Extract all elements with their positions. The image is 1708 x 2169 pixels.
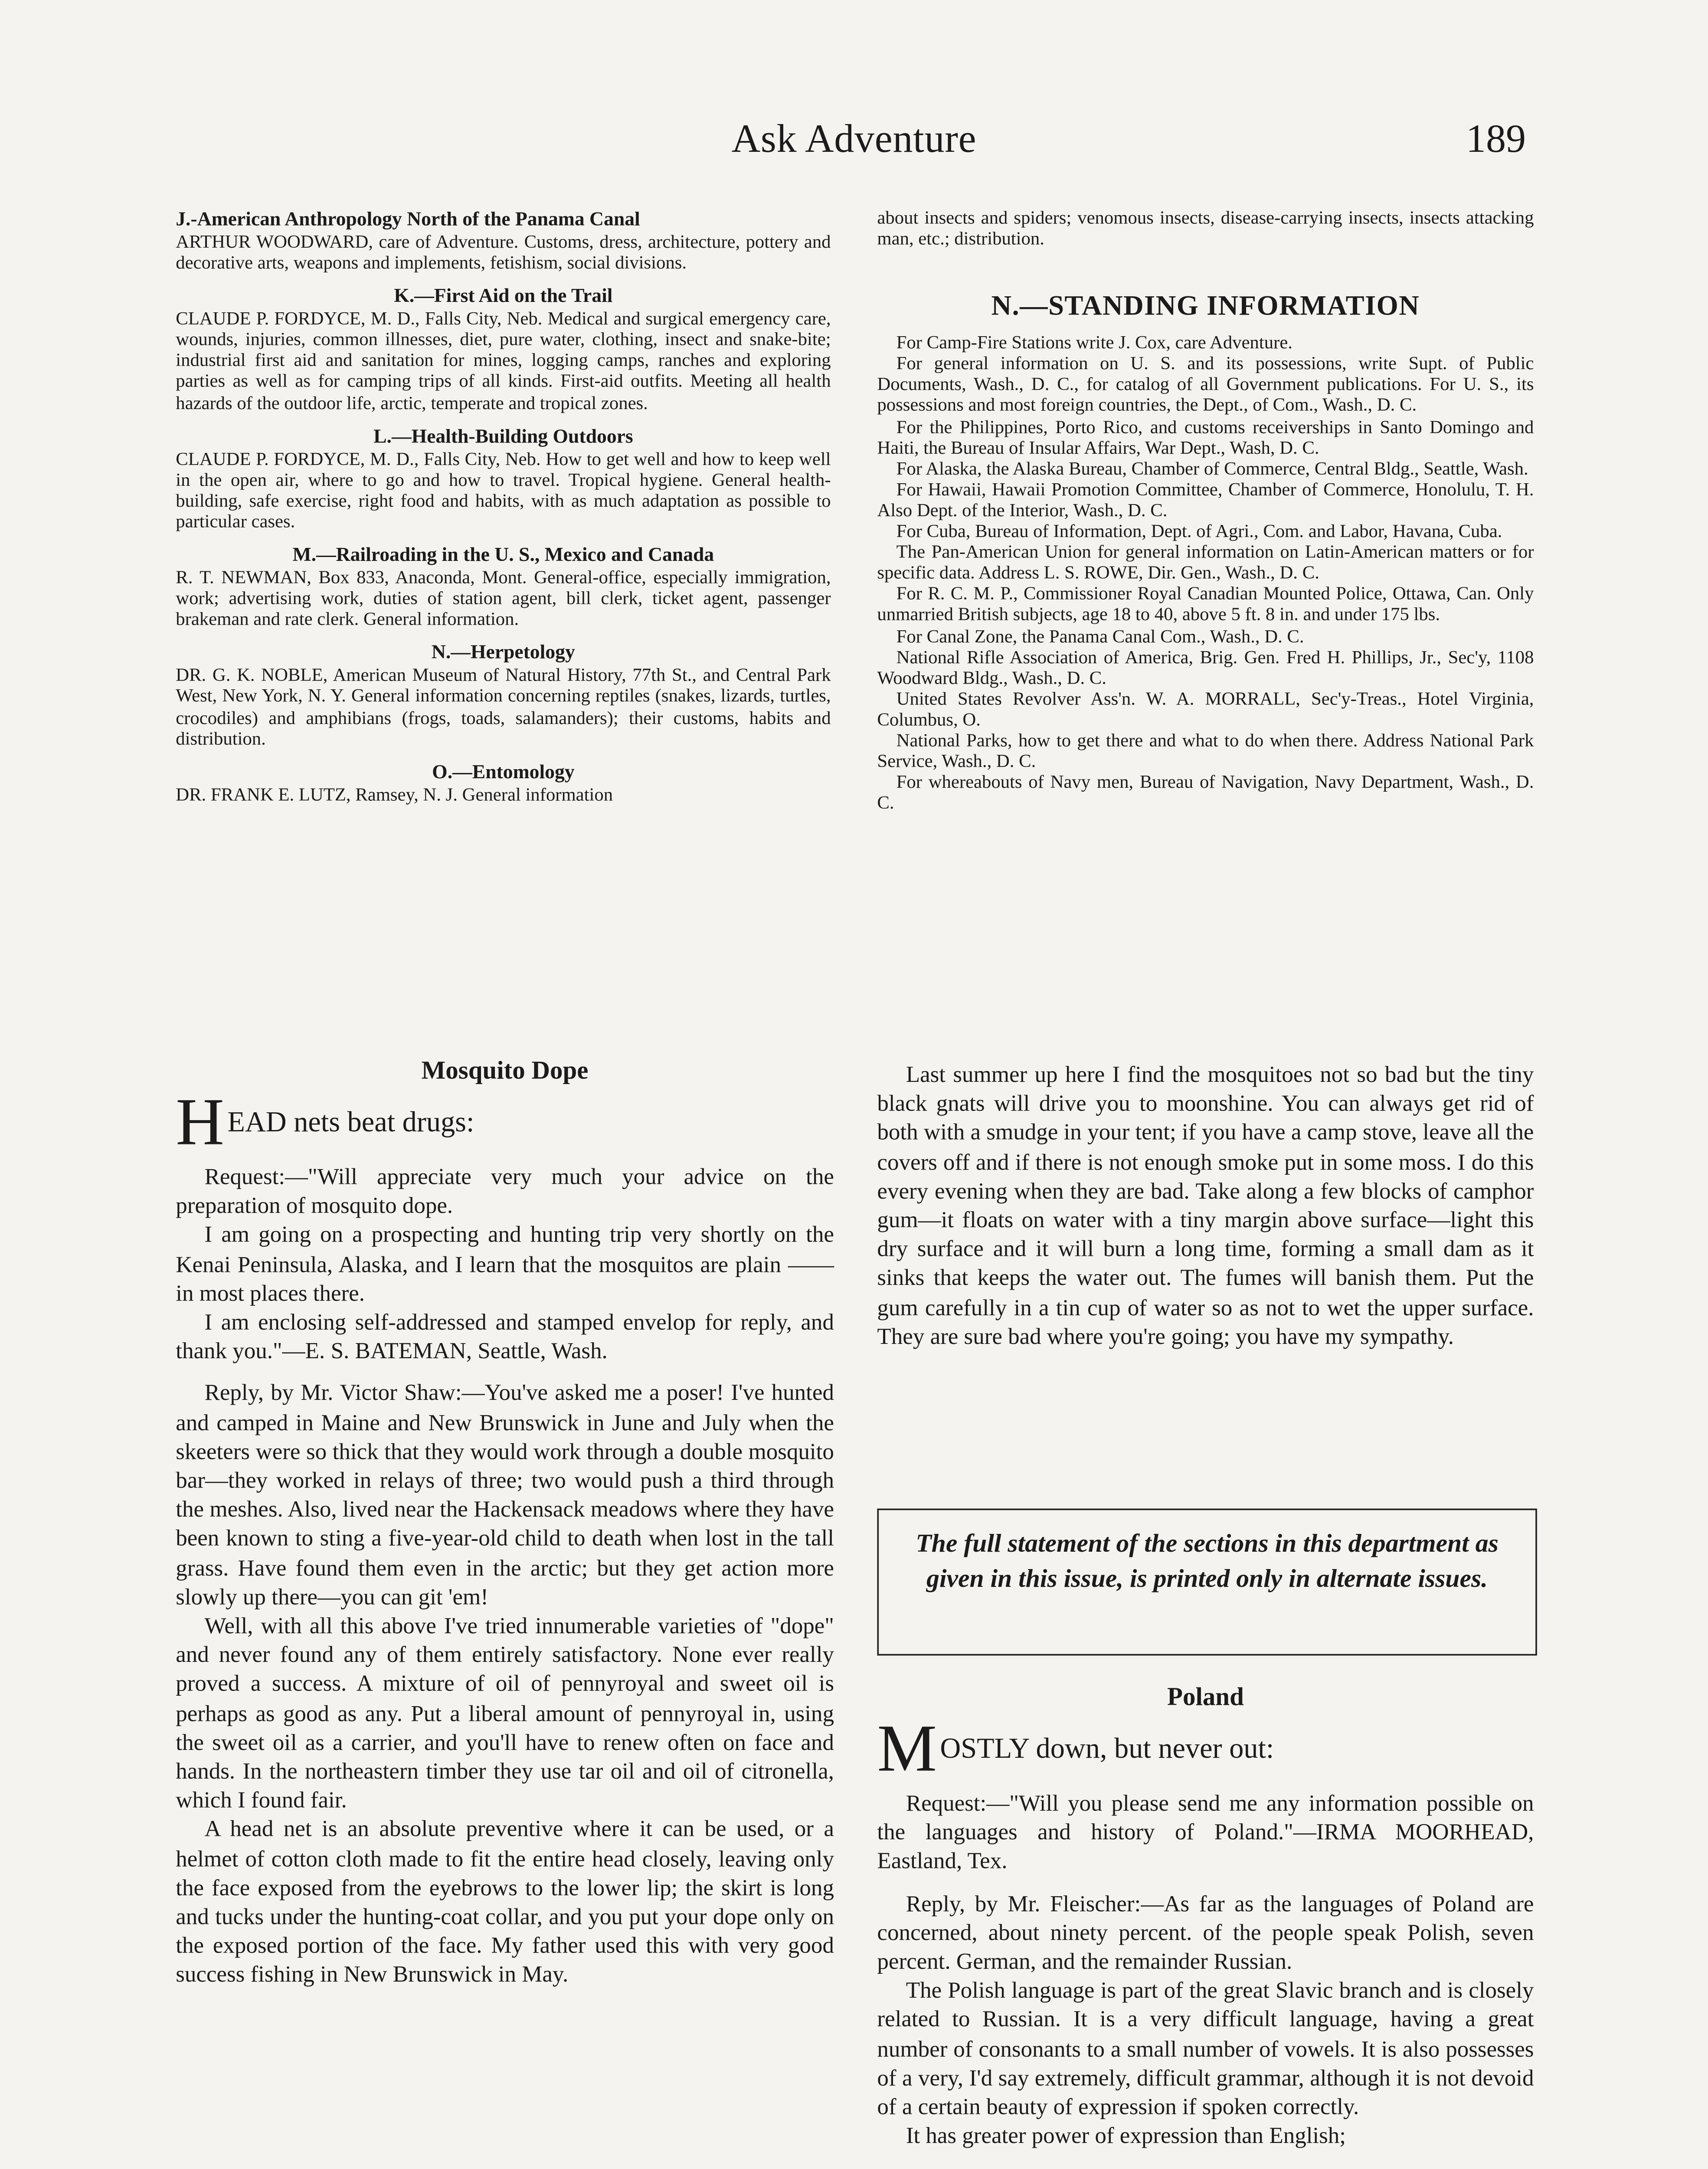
standing-para: For whereabouts of Navy men, Bureau of Navigation, Navy Department, Wash., D. C. — [877, 772, 1534, 814]
article-title: Mosquito Dope — [421, 1058, 589, 1085]
reply-paragraph: A head net is an absolute preventive where it can be used, or a helmet of cotton cloth made to fit the entire head closely, leaving only the face exposed from the eyebrows to the lower lip; the skirt is long and tucks under the hunting-coat collar, and you put your dope only on the exposed portion of the face. My father used this with very good success fishing in New Brunswick in May. — [176, 1818, 834, 1989]
standing-para: For Canal Zone, the Panama Canal Com., Wash., D. C. — [896, 626, 1304, 647]
section-text: CLAUDE P. FORDYCE, M. D., Falls City, Neb. Medical and surgical emergency care, wounds, injuries, common illnesses, diet, pure water, clothing, insect and snake-bite; industrial first aid and sanitation for mines, logging camps, ranches and exploring parties as well as for camping trips of all kinds. First-aid outfits. Meeting all health hazards of the outdoor life, arctic, temperate and tropical zones. — [176, 308, 831, 413]
article-lead — [176, 1086, 834, 1160]
section-m — [176, 544, 831, 630]
section-n — [176, 641, 831, 749]
reply-paragraph: Well, with all this above I've tried innumerable varieties of "dope" and never found any of them entirely satisfactory. None ever really proved a success. A mixture of oil of pennyroyal and sweet oil is perhaps as good as any. Put a liberal amount of pennyroyal in, using the sweet oil as a carrier, and you'll have to renew often on face and hands. In the northeastern timber they use tar oil and oil of citronella, which I found fair. — [176, 1614, 834, 1815]
notice-box: The full statement of the sections in this department as given in this issue, is printed only in alternate issues. — [877, 1509, 1537, 1656]
reply-paragraph: Last summer up here I find the mosquitoes not so bad but the tiny black gnats will drive you to moonshine. You can always get rid of both with a smudge in your tent; if you have a camp stove, leave all the covers off and if there is not enough smoke put in some moss. I do this every evening when they are bad. Take along a few blocks of camphor gum—it floats on water with a tiny margin above surface—light this dry surface and it will burn a long time, forming a small dam as it sinks that keeps the water out. The fumes will banish them. Put the gum carefully in a tin cup of water so as not to wet the upper surface. They are sure bad where you're going; you have my sympathy. — [877, 1062, 1534, 1350]
lead-text: EAD nets beat drugs: — [227, 1106, 474, 1138]
standing-para: For Camp-Fire Stations write J. Cox, care Adventure. — [896, 332, 1292, 354]
standing-para: For general information on U. S. and its possessions, write Supt. of Public Documents, Wash., D. C., for catalog of all Government publications. For U. S., its possessions and most foreign countries, the Dept., of Com., Wash., D. C. — [877, 354, 1534, 416]
page-number: 189 — [1466, 118, 1526, 162]
standing-info-heading: N.—STANDING INFORMATION — [991, 289, 1420, 322]
drop-cap: H — [176, 1086, 225, 1160]
section-heading: L.—Health-Building Outdoors — [373, 424, 633, 447]
section-text: CLAUDE P. FORDYCE, M. D., Falls City, Neb. How to get well and how to keep well in the open air, where to go and how to travel. Tropical hygiene. General health-building, safe exercise, right food and habits, with as much adaptation as possible to particular cases. — [176, 448, 831, 532]
section-heading: M.—Railroading in the U. S., Mexico and Canada — [292, 543, 714, 566]
running-header-title: Ask Adventure — [731, 118, 977, 162]
standing-para: For Alaska, the Alaska Bureau, Chamber of Commerce, Central Bldg., Seattle, Wash. — [896, 458, 1528, 479]
standing-para: For Hawaii, Hawaii Promotion Committee, Chamber of Commerce, Honolulu, T. H. Also Dept. of the Interior, Wash., D. C. — [877, 479, 1534, 521]
poland-article — [877, 1684, 1534, 2152]
section-k — [176, 285, 831, 413]
reply-paragraph: Reply, by Mr. Fleischer:—As far as the languages of Poland are concerned, about ninety percent. of the people speak Polish, seven percent. German, and the remainder Russian. — [877, 1891, 1534, 1976]
request-paragraph: Request:—"Will appreciate very much your advice on the preparation of mosquito dope. — [176, 1165, 834, 1220]
article-title: Poland — [1167, 1684, 1244, 1712]
article-lead — [877, 1713, 1534, 1787]
section-heading: J.-American Anthropology North of the Panama Canal — [176, 207, 640, 230]
section-heading: N.—Herpetology — [431, 641, 575, 664]
section-l — [176, 425, 831, 532]
section-heading: O.—Entomology — [432, 760, 575, 783]
reply-paragraph: Reply, by Mr. Victor Shaw:—You've asked me a poser! I've hunted and camped in Maine and New Brunswick in June and July when the skeeters were so thick that they would work through a double mosquito bar—they worked in relays of three; two would push a third through the meshes. Also, lived near the Hackensack meadows where they have been known to sting a five-year-old child to death when lost in the tall grass. Have found them even in the arctic; but they get action more slowly up there—you can git 'em! — [176, 1381, 834, 1611]
section-text: ARTHUR WOODWARD, care of Adventure. Customs, dress, architecture, pottery and decorative arts, weapons and implements, fetishism, social divisions. — [176, 232, 831, 274]
section-text: DR. G. K. NOBLE, American Museum of Natural History, 77th St., and Central Park West, New York, N. Y. General information concerning reptiles (snakes, lizards, turtles, crocodiles) and amphibians (frogs, toads, salamanders); their customs, habits and distribution. — [176, 665, 831, 749]
standing-para: United States Revolver Ass'n. W. A. MORRALL, Sec'y-Treas., Hotel Virginia, Columbus, O. — [877, 688, 1534, 731]
standing-info-column — [877, 208, 1534, 814]
standing-para: For Cuba, Bureau of Information, Dept. of Agri., Com. and Labor, Havana, Cuba. — [896, 521, 1502, 542]
section-o — [176, 760, 831, 805]
reply-paragraph: The Polish language is part of the great Slavic branch and is closely related to Russian. It is a very difficult language, having a great number of consonants to a small number of vowels. It is also possesses of a very, I'd say extremely, difficult grammar, although it is not devoid of a certain beauty of expression if spoken correctly. — [877, 1979, 1534, 2121]
standing-para: National Parks, how to get there and what to do when there. Address National Park Service, Wash., D. C. — [877, 730, 1534, 772]
mosquito-article-continued — [877, 1061, 1534, 1352]
standing-para: For the Philippines, Porto Rico, and customs receiverships in Santo Domingo and Haiti, the Bureau of Insular Affairs, War Dept., Wash, D. C. — [877, 416, 1534, 458]
mosquito-article — [176, 1058, 834, 1991]
section-text: DR. FRANK E. LUTZ, Ramsey, N. J. General information — [176, 784, 613, 805]
section-j — [176, 208, 831, 274]
standing-para: National Rifle Association of America, Brig. Gen. Fred H. Phillips, Jr., Sec'y, 1108 Woodward Bldg., Wash., D. C. — [877, 646, 1534, 688]
request-paragraph: I am going on a prospecting and hunting trip very shortly on the Kenai Peninsula, Alaska, and I learn that the mosquitos are plain —— in most places there. — [176, 1223, 834, 1307]
request-paragraph: Request:—"Will you please send me any information possible on the languages and history of Poland."—IRMA MOORHEAD, Eastland, Tex. — [877, 1791, 1534, 1875]
entomology-continued: about insects and spiders; venomous insects, disease-carrying insects, insects attacking man, etc.; distribution. — [877, 207, 1534, 250]
reply-paragraph: It has greater power of expression than English; — [906, 2124, 1346, 2150]
standing-para: The Pan-American Union for general information on Latin-American matters or for specific data. Address L. S. ROWE, Dir. Gen., Wash., D. C. — [877, 542, 1534, 584]
section-text: R. T. NEWMAN, Box 833, Anaconda, Mont. General-office, especially immigration, work; advertising work, duties of station agent, bill clerk, ticket agent, passenger brakeman and rate clerk. General information. — [176, 567, 831, 630]
sections-left-column — [176, 208, 831, 816]
section-heading: K.—First Aid on the Trail — [394, 285, 613, 307]
request-paragraph: I am enclosing self-addressed and stamped envelop for reply, and thank you."—E. S. BATEMAN, Seattle, Wash. — [176, 1310, 834, 1365]
standing-para: For R. C. M. P., Commissioner Royal Canadian Mounted Police, Ottawa, Can. Only unmarried British subjects, age 18 to 40, above 5 ft. 8 in. and under 175 lbs. — [877, 583, 1534, 626]
drop-cap: M — [877, 1713, 937, 1787]
lead-text: OSTLY down, but never out: — [940, 1732, 1274, 1764]
